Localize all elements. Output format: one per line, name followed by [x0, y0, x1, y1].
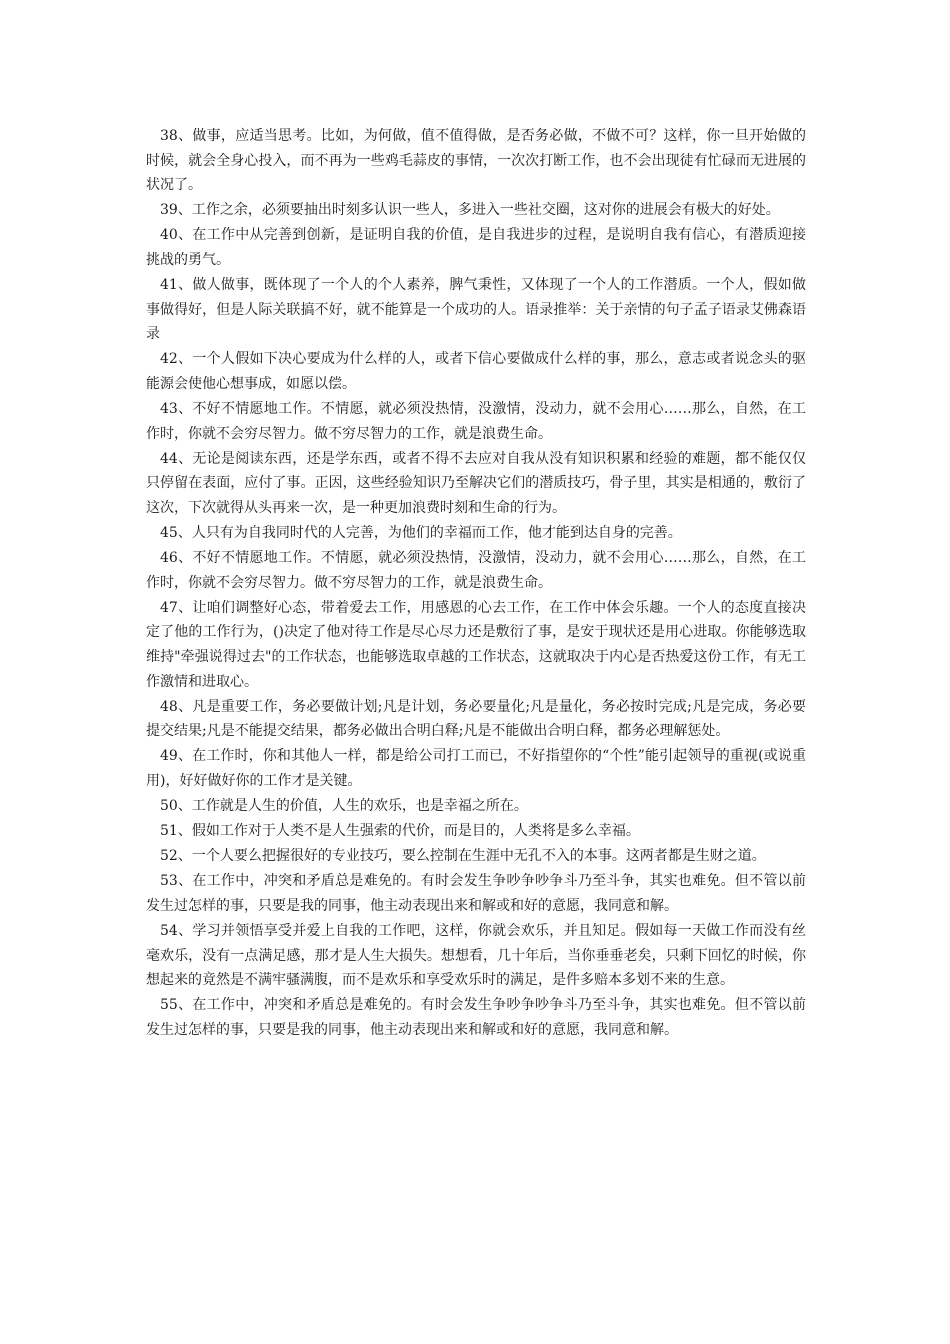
paragraph-40: 40、在工作中从完善到创新，是证明自我的价值，是自我进步的过程，是说明自我有信心，有潜质迎接挑战的勇气。: [146, 227, 806, 268]
paragraph-41: 41、做人做事，既体现了一个人的个人素养，脾气秉性，又体现了一个人的工作潜质。一个人，假如做事做得好，但是人际关联搞不好，就不能算是一个成功的人。语录推举：关于亲情的句子孟子语录艾佛森语录: [146, 277, 806, 343]
paragraph-42: 42、一个人假如下决心要成为什么样的人，或者下信心要做成什么样的事，那么，意志或者说念头的驱能源会使他心想事成，如愿以偿。: [146, 351, 806, 392]
paragraph-55: 55、在工作中，冲突和矛盾总是难免的。有时会发生争吵争吵争斗乃至斗争，其实也难免。但不管以前发生过怎样的事，只要是我的同事，他主动表现出来和解或和好的意愿，我同意和解。: [146, 997, 806, 1038]
paragraph-49: 49、在工作时，你和其他人一样，都是给公司打工而已，不好指望你的“个性”能引起领导的重视(或说重用)，好好做好你的工作才是关键。: [146, 748, 806, 789]
paragraph-38: 38、做事，应适当思考。比如，为何做，值不值得做，是否务必做，不做不可？这样，你一旦开始做的时候，就会全身心投入，而不再为一些鸡毛蒜皮的事情，一次次打断工作，也不会出现徒有忙碌而无进展的状况了。: [146, 128, 806, 194]
paragraph-46: 46、不好不情愿地工作。不情愿，就必须没热情，没激情，没动力，就不会用心……那么，自然，在工作时，你就不会穷尽智力。做不穷尽智力的工作，就是浪费生命。: [146, 550, 806, 591]
paragraph-39: 39、工作之余，必须要抽出时刻多认识一些人，多进入一些社交圈，这对你的进展会有极大的好处。: [160, 202, 780, 219]
paragraph-54: 54、学习并领悟享受并爱上自我的工作吧，这样，你就会欢乐，并且知足。假如每一天做工作而没有丝毫欢乐，没有一点满足感，那才是人生大损失。想想看，几十年后，当你垂垂老矣，只剩下回忆的时候，你想起来的竟然是不满牢骚满腹，而不是欢乐和享受欢乐时的满足，是件多赔本多划不来的生意。: [146, 923, 806, 989]
paragraph-52: 52、一个人要么把握很好的专业技巧，要么控制在生涯中无孔不入的本事。这两者都是生财之道。: [160, 848, 766, 865]
paragraph-48: 48、凡是重要工作，务必要做计划;凡是计划，务必要量化;凡是量化，务必按时完成;凡是完成，务必要提交结果;凡是不能提交结果，都务必做出合明白释;凡是不能做出合明白释，都务必理解惩处。: [146, 698, 806, 740]
paragraph-43: 43、不好不情愿地工作。不情愿，就必须没热情，没激情，没动力，就不会用心……那么，自然，在工作时，你就不会穷尽智力。做不穷尽智力的工作，就是浪费生命。: [146, 401, 806, 442]
paragraph-51: 51、假如工作对于人类不是人生强索的代价，而是目的，人类将是多么幸福。: [160, 823, 640, 840]
document-page: [146, 124, 806, 1043]
paragraph-44: 44、无论是阅读东西，还是学东西，或者不得不去应对自我从没有知识积累和经验的难题，都不能仅仅只停留在表面，应付了事。正因，这些经验知识乃至解决它们的潜质技巧，骨子里，其实是相通的，敷衍了这次，下次就得从头再来一次，是一种更加浪费时刻和生命的行为。: [146, 450, 806, 516]
paragraph-45: 45、人只有为自我同时代的人完善，为他们的幸福而工作，他才能到达自身的完善。: [160, 525, 682, 541]
paragraph-47: 47、让咱们调整好心态，带着爱去工作，用感恩的心去工作，在工作中体会乐趣。一个人的态度直接决定了他的工作行为，()决定了他对待工作是尽心尽力还是敷衍了事，是安于现状还是用心进取。你能够选取维持"牵强说得过去"的工作状态，也能够选取卓越的工作状态，这就取决于内心是否热爱这份工作，有无工作激情和进取心。: [146, 599, 806, 690]
paragraph-50: 50、工作就是人生的价值，人生的欢乐，也是幸福之所在。: [160, 798, 528, 815]
paragraph-53: 53、在工作中，冲突和矛盾总是难免的。有时会发生争吵争吵争斗乃至斗争，其实也难免。但不管以前发生过怎样的事，只要是我的同事，他主动表现出来和解或和好的意愿，我同意和解。: [146, 873, 806, 914]
